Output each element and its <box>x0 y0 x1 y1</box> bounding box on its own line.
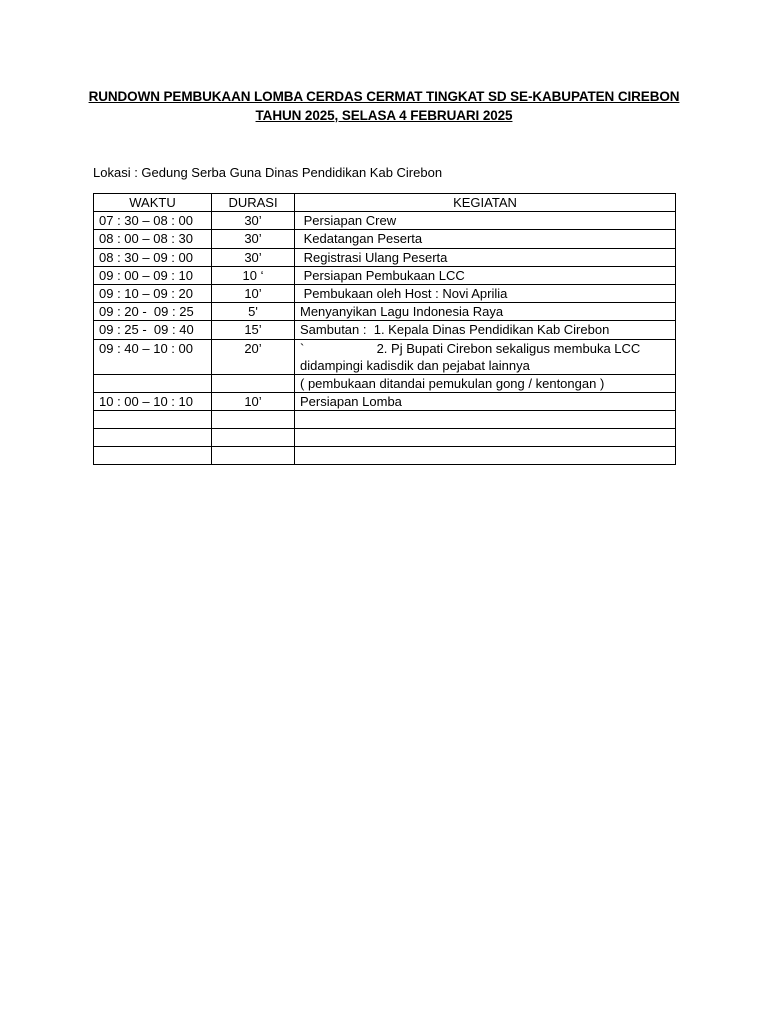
table-row <box>94 429 676 447</box>
row-time: 09 : 00 – 09 : 10 <box>94 266 212 284</box>
row-activity <box>295 339 676 374</box>
row-time: 08 : 00 – 08 : 30 <box>94 230 212 248</box>
row-time: 08 : 30 – 09 : 00 <box>94 248 212 266</box>
row-time: 10 : 00 – 10 : 10 <box>94 392 212 410</box>
table-row <box>94 212 676 230</box>
table-header-row <box>94 194 676 212</box>
row-activity: Kedatangan Peserta <box>295 230 676 248</box>
row-activity <box>295 429 676 447</box>
row-activity <box>295 447 676 465</box>
row-duration: 30’ <box>212 212 295 230</box>
location-line: Lokasi : Gedung Serba Guna Dinas Pendidikan Kab Cirebon <box>93 165 443 180</box>
row-time <box>94 374 212 392</box>
table-row <box>94 321 676 339</box>
row-duration: 20’ <box>212 339 295 374</box>
row-activity: ( pembukaan ditandai pemukulan gong / kentongan ) <box>295 374 676 392</box>
row-duration <box>212 374 295 392</box>
header-waktu: WAKTU <box>94 194 212 212</box>
row-activity: Registrasi Ulang Peserta <box>295 248 676 266</box>
row-activity: Persiapan Crew <box>295 212 676 230</box>
table-row <box>94 248 676 266</box>
row-time: 09 : 25 - 09 : 40 <box>94 321 212 339</box>
table-row <box>94 266 676 284</box>
table-row <box>94 230 676 248</box>
row-duration: 30’ <box>212 230 295 248</box>
row-activity: Sambutan : 1. Kepala Dinas Pendidikan Kab Cirebon <box>295 321 676 339</box>
table-row <box>94 392 676 410</box>
row-duration: 5' <box>212 303 295 321</box>
table-row <box>94 284 676 302</box>
header-kegiatan: KEGIATAN <box>295 194 676 212</box>
table-row <box>94 339 676 374</box>
table-row <box>94 303 676 321</box>
row-activity: Menyanyikan Lagu Indonesia Raya <box>295 303 676 321</box>
row-activity <box>295 410 676 428</box>
row-duration: 10’ <box>212 284 295 302</box>
header-durasi: DURASI <box>212 194 295 212</box>
row-time <box>94 429 212 447</box>
row-activity-line-2: didampingi kadisdik dan pejabat lainnya <box>300 357 530 373</box>
table-row <box>94 374 676 392</box>
table-row <box>94 410 676 428</box>
rundown-table <box>93 193 676 465</box>
row-time: 09 : 40 – 10 : 00 <box>94 339 212 374</box>
row-duration <box>212 447 295 465</box>
row-time: 07 : 30 – 08 : 00 <box>94 212 212 230</box>
row-activity: Persiapan Pembukaan LCC <box>295 266 676 284</box>
title-line-2: TAHUN 2025, SELASA 4 FEBRUARI 2025 <box>255 108 513 123</box>
row-duration: 10 ‘ <box>212 266 295 284</box>
row-activity-line-1: ` 2. Pj Bupati Cirebon sekaligus membuka LCC <box>300 340 641 356</box>
table-row <box>94 447 676 465</box>
row-duration <box>212 429 295 447</box>
row-time: 09 : 10 – 09 : 20 <box>94 284 212 302</box>
document-title <box>0 87 768 125</box>
row-duration: 10’ <box>212 392 295 410</box>
row-time <box>94 447 212 465</box>
row-duration: 30’ <box>212 248 295 266</box>
row-time: 09 : 20 - 09 : 25 <box>94 303 212 321</box>
row-activity: Pembukaan oleh Host : Novi Aprilia <box>295 284 676 302</box>
row-duration <box>212 410 295 428</box>
row-duration: 15’ <box>212 321 295 339</box>
row-time <box>94 410 212 428</box>
row-activity: Persiapan Lomba <box>295 392 676 410</box>
title-line-1: RUNDOWN PEMBUKAAN LOMBA CERDAS CERMAT TINGKAT SD SE-KABUPATEN CIREBON <box>88 89 680 104</box>
